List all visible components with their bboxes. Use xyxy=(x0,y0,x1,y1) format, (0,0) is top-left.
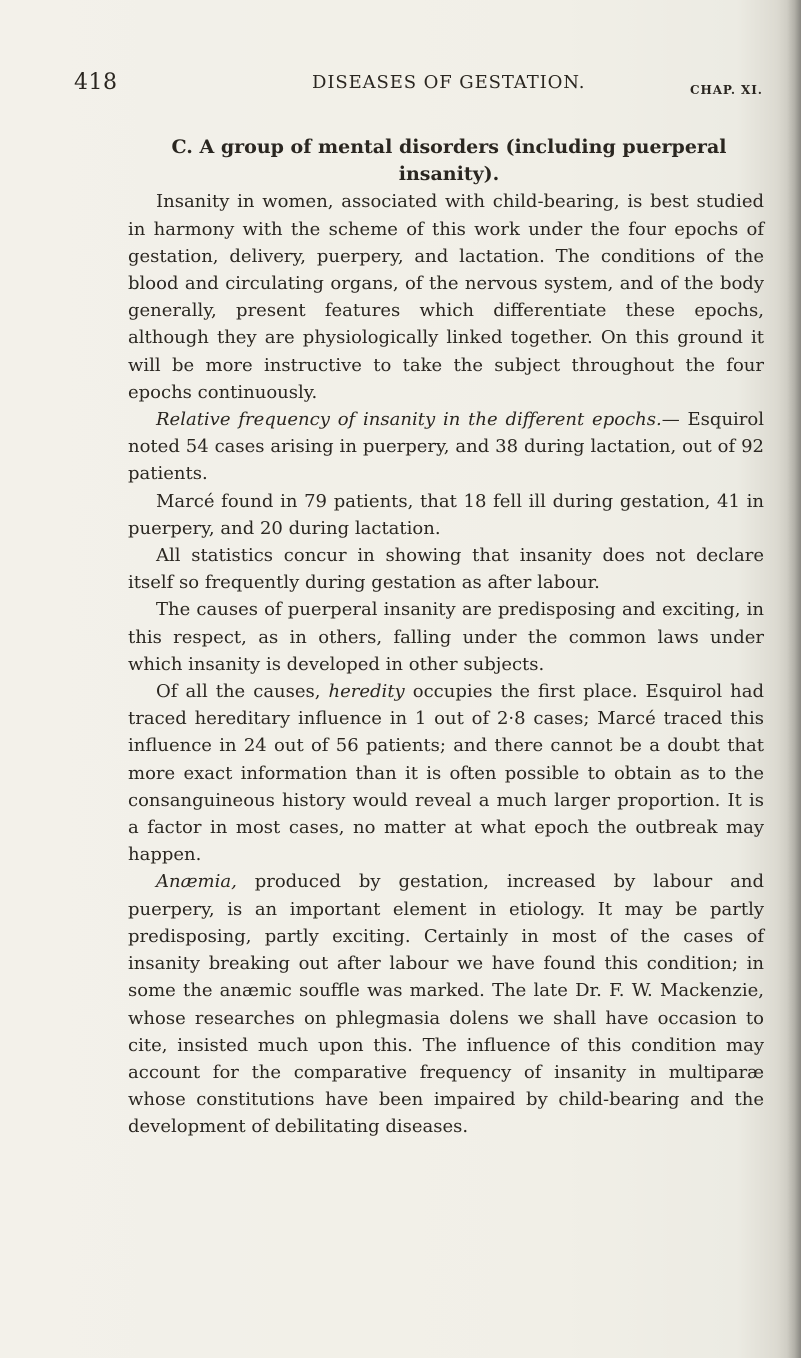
page-edge-shadow xyxy=(787,0,801,1358)
paragraph-statistics: All statistics concur in showing that insanity does not declare itself so frequently during gestation as after labour. xyxy=(128,545,764,594)
italic-lead-anaemia: Anæmia, xyxy=(156,871,237,893)
paragraph-anaemia xyxy=(128,868,764,1140)
paragraph-heredity-post: occupies the first place. Esquirol had traced hereditary influence in 1 out of 2·8 cases; Marcé traced this influence in 24 out of 56 patients; and there cannot be a doubt that more exact information than it is often possible to obtain as to the consanguineous history would reveal a much larger proportion. It is a factor in most cases, no matter at what epoch the outbreak may happen. xyxy=(128,681,764,866)
paragraph-intro: Insanity in women, associated with child-bearing, is best studied in harmony with the scheme of this work under the four epochs of gestation, delivery, puerpery, and lactation. The conditions of the blood and circulating organs, of the nervous system, and of the body generally, present features which differentiate these epochs, although they are physiologically linked together. On this ground it will be more instructive to take the subject throughout the four epochs continuously. xyxy=(128,191,764,403)
page-number: 418 xyxy=(74,70,118,95)
paragraph-relative-frequency-text: — Esquirol noted 54 cases arising in puerpery, and 38 during lactation, out of 92 patients. xyxy=(128,409,764,485)
paragraph-marce: Marcé found in 79 patients, that 18 fell ill during gestation, 41 in puerpery, and 20 during lactation. xyxy=(128,490,764,539)
running-header xyxy=(74,70,764,110)
body-text xyxy=(128,134,764,1141)
paragraph-anaemia-text: produced by gestation, increased by labour and puerpery, is an important element in etiology. It may be partly predisposing, partly exciting. Certainly in most of the cases of insanity breaking out after labour we have found this condition; in some the anæmic souffle was marked. The late Dr. F. W. Mackenzie, whose researches on phlegmasia dolens we shall have occasion to cite, insisted much upon this. The influence of this condition may account for the comparative frequency of insanity in multiparæ whose constitutions have been impaired by child-bearing and the development of debilitating diseases. xyxy=(128,871,764,1138)
paragraph-relative-frequency xyxy=(128,406,764,488)
running-title: DISEASES OF GESTATION. xyxy=(312,72,586,93)
italic-heredity: heredity xyxy=(328,681,405,703)
italic-lead-relative-frequency: Relative frequency of insanity in the different epochs. xyxy=(156,409,662,431)
paragraph-heredity xyxy=(128,678,764,868)
section-heading: C. A group of mental disorders (including puerperal insanity). xyxy=(171,136,727,186)
paragraph-heredity-pre: Of all the causes, xyxy=(156,681,329,703)
chapter-marker: CHAP. XI. xyxy=(690,83,763,97)
paragraph-causes: The causes of puerperal insanity are predisposing and exciting, in this respect, as in others, falling under the common laws under which insanity is developed in other subjects. xyxy=(128,599,764,675)
